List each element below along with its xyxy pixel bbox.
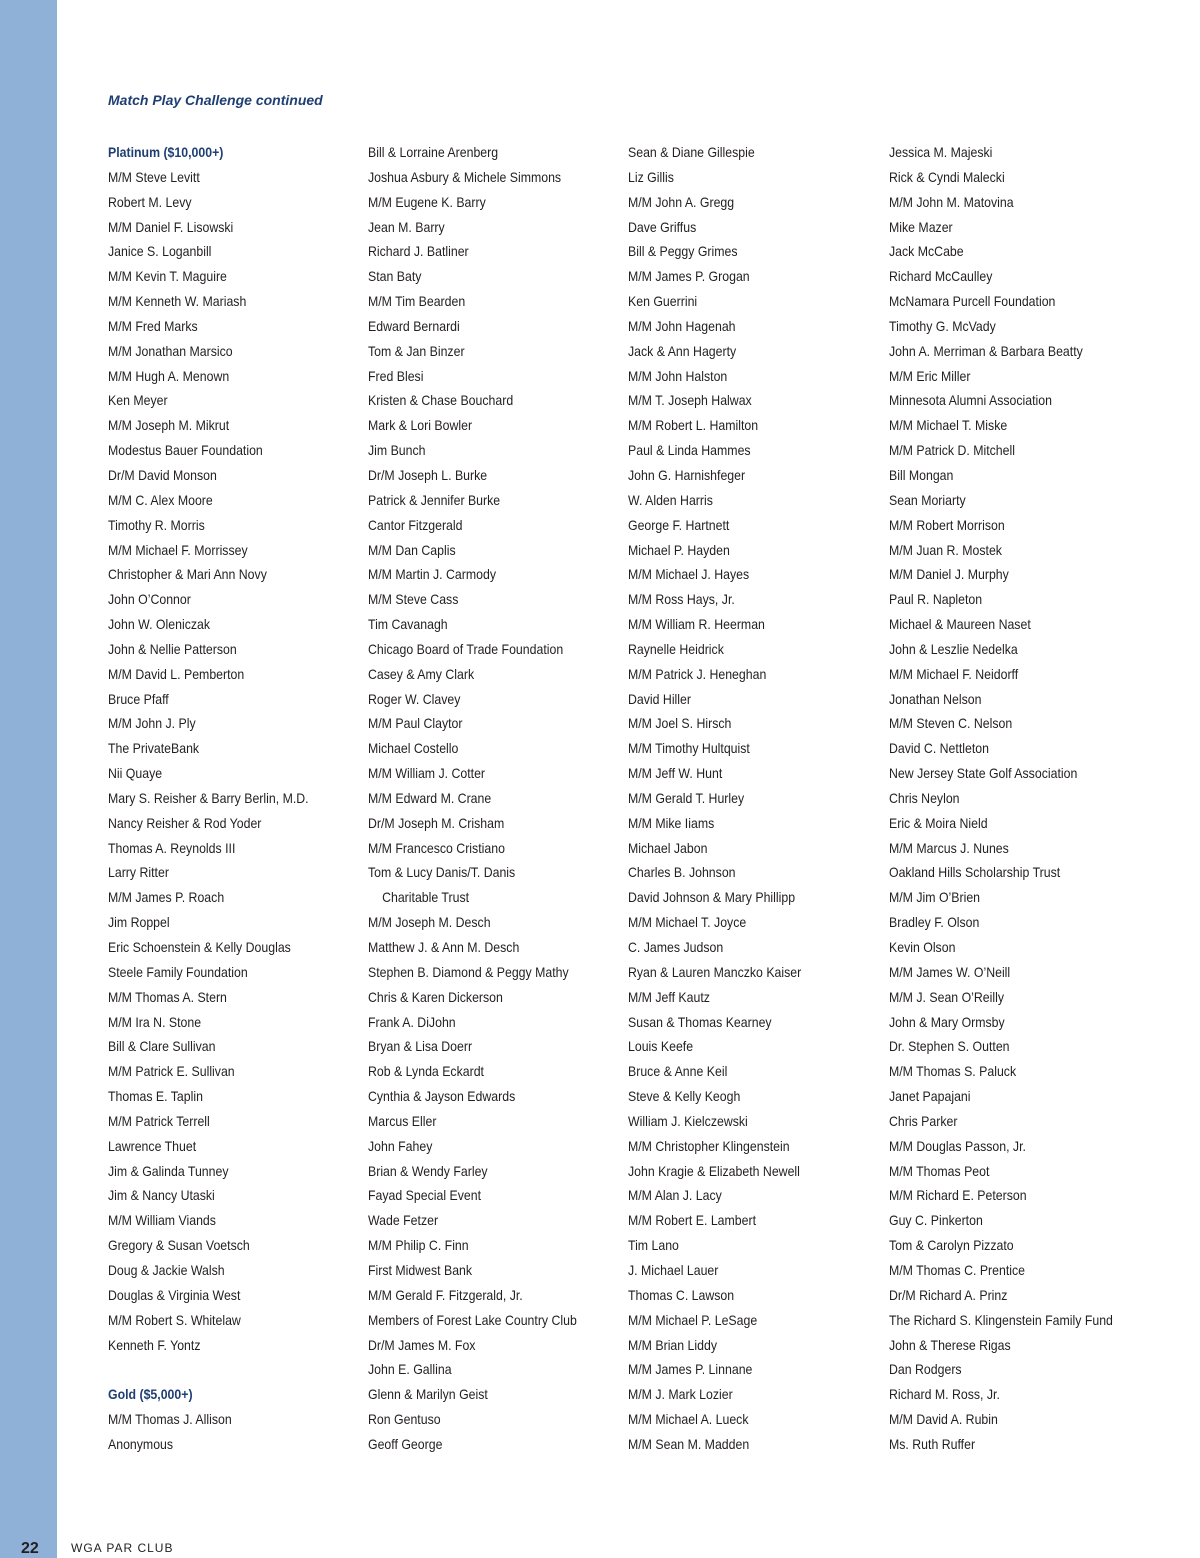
donor-name: Richard McCaulley [889,268,993,285]
donor-name: M/M Juan R. Mostek [889,541,1002,558]
donor-name: M/M Steve Cass [368,591,459,608]
donor-name: Dave Griffus [628,218,697,235]
donor-name: Charitable Trust [382,889,470,906]
donor-name: Christopher & Mari Ann Novy [108,566,267,583]
donor-name: Dr/M David Monson [108,466,217,483]
donor-name: M/M Michael F. Morrissey [108,541,248,558]
donor-name: Jim & Nancy Utaski [108,1187,215,1204]
donor-name: Brian & Wendy Farley [368,1162,488,1179]
donor-name: M/M Joel S. Hirsch [628,715,732,732]
donor-name: Tom & Jan Binzer [368,342,465,359]
donor-name: Jack & Ann Hagerty [628,342,737,359]
donor-name: Jim Bunch [368,442,426,459]
donor-name: W. Alden Harris [628,491,713,508]
donor-name: John & Leszlie Nedelka [889,640,1018,657]
donor-name: John E. Gallina [368,1361,452,1378]
donor-name: Larry Ritter [108,864,169,881]
donor-name: M/M Alan J. Lacy [628,1187,722,1204]
donor-name: Jim & Galinda Tunney [108,1162,229,1179]
donor-name: Bruce Pfaff [108,690,169,707]
donor-name: John G. Harnishfeger [628,466,746,483]
donor-column-2 [368,140,623,1457]
donor-name: Timothy R. Morris [108,516,205,533]
donor-name: Bill & Lorraine Arenberg [368,144,499,160]
donor-name: Rick & Cyndi Malecki [889,168,1005,185]
donor-name: M/M James P. Linnane [628,1361,753,1378]
donor-name: M/M Michael T. Joyce [628,914,747,931]
donor-name: Dr/M Richard A. Prinz [889,1286,1008,1303]
donor-name: Douglas & Virginia West [108,1286,241,1303]
donor-name: Ken Guerrini [628,293,698,310]
donor-name: Stephen B. Diamond & Peggy Mathy [368,963,569,980]
donor-name: M/M C. Alex Moore [108,491,213,508]
donor-name: M/M Douglas Passon, Jr. [889,1137,1026,1154]
footer-publication-title: WGA PAR CLUB [71,1541,174,1555]
donor-name: Nii Quaye [108,765,163,782]
donor-name: Steele Family Foundation [108,963,248,980]
donor-name: Mary S. Reisher & Barry Berlin, M.D. [108,789,309,806]
donor-name: Doug & Jackie Walsh [108,1261,225,1278]
donor-name: Joshua Asbury & Michele Simmons [368,168,562,185]
donor-name: M/M Thomas S. Paluck [889,1063,1017,1080]
donor-name: M/M J. Mark Lozier [628,1386,733,1403]
donor-name: Fred Blesi [368,367,424,384]
section-title: Match Play Challenge continued [108,92,323,108]
donor-name: M/M Philip C. Finn [368,1237,469,1254]
donor-name: M/M Marcus J. Nunes [889,839,1009,856]
donor-name: McNamara Purcell Foundation [889,293,1056,310]
donor-name: Michael P. Hayden [628,541,730,558]
donor-name: M/M William R. Heerman [628,616,765,633]
donor-name: Thomas A. Reynolds III [108,839,236,856]
donor-name: Modestus Bauer Foundation [108,442,263,459]
donor-name: Glenn & Marilyn Geist [368,1386,488,1403]
donor-name: Mike Mazer [889,218,953,235]
donor-name: John Kragie & Elizabeth Newell [628,1162,800,1179]
donor-column-4 [889,140,1144,1457]
donor-name: Michael & Maureen Naset [889,616,1031,633]
donor-name: M/M Thomas Peot [889,1162,990,1179]
donor-name: M/M James P. Roach [108,889,225,906]
donor-name: Stan Baty [368,268,422,285]
donor-name: Eric & Moira Nield [889,814,988,831]
donor-name: Jim Roppel [108,914,170,931]
donor-name: Marcus Eller [368,1112,437,1129]
donor-name: M/M Michael J. Hayes [628,566,750,583]
donor-name: Edward Bernardi [368,317,460,334]
donor-name: Liz Gillis [628,168,674,185]
donor-column-3 [628,140,883,1457]
donor-name: M/M Tim Bearden [368,293,466,310]
donor-name: John O’Connor [108,591,191,608]
donor-name: Kenneth F. Yontz [108,1336,201,1353]
donor-name: Kevin Olson [889,939,956,955]
donor-name: Chris & Karen Dickerson [368,988,503,1005]
donor-name: The PrivateBank [108,740,200,757]
donor-name: Chicago Board of Trade Foundation [368,640,564,657]
donor-name: Raynelle Heidrick [628,640,724,657]
donor-name: M/M Steve Levitt [108,168,200,185]
donor-name: M/M Robert S. Whitelaw [108,1311,241,1328]
donor-name: Anonymous [108,1435,174,1452]
donor-name: M/M David L. Pemberton [108,665,245,682]
donor-name: M/M Thomas C. Prentice [889,1261,1026,1278]
donor-name: M/M Jonathan Marsico [108,342,233,359]
donor-name: Michael Jabon [628,839,708,856]
donor-name: M/M Joseph M. Mikrut [108,417,230,434]
donor-name: Gregory & Susan Voetsch [108,1237,250,1254]
donor-name: M/M Thomas A. Stern [108,988,227,1005]
donor-name: M/M J. Sean O’Reilly [889,988,1005,1005]
donor-name: Jessica M. Majeski [889,144,993,160]
donor-name: M/M Eugene K. Barry [368,193,486,210]
donor-name: Tim Lano [628,1237,679,1254]
donor-name: Patrick & Jennifer Burke [368,491,501,508]
donor-name: Casey & Amy Clark [368,665,475,682]
donor-name: M/M Edward M. Crane [368,789,492,806]
donor-name: Steve & Kelly Keogh [628,1088,741,1105]
donor-name: M/M Christopher Klingenstein [628,1137,790,1154]
donor-name: M/M Mike Iiams [628,814,715,831]
donor-name: David Hiller [628,690,691,707]
donor-name: M/M Hugh A. Menown [108,367,230,384]
donor-name: M/M John M. Matovina [889,193,1014,210]
donor-name: Ken Meyer [108,392,168,409]
donor-name: John A. Merriman & Barbara Beatty [889,342,1083,359]
donor-name: Chris Neylon [889,789,960,806]
donor-name: George F. Hartnett [628,516,730,533]
donor-name: Frank A. DiJohn [368,1013,456,1030]
donor-name: Bill & Clare Sullivan [108,1038,216,1055]
donor-name: M/M James W. O’Neill [889,963,1011,980]
donor-name: M/M Paul Claytor [368,715,463,732]
donor-name: Minnesota Alumni Association [889,392,1052,409]
donor-name: Oakland Hills Scholarship Trust [889,864,1061,881]
donor-name: M/M Ira N. Stone [108,1013,202,1030]
donor-name: M/M Eric Miller [889,367,971,384]
donor-name: Timothy G. McVady [889,317,996,334]
donor-name: David Johnson & Mary Phillipp [628,889,796,906]
donor-name: Paul R. Napleton [889,591,983,608]
donor-name: M/M Martin J. Carmody [368,566,497,583]
donor-name: M/M John A. Gregg [628,193,735,210]
donor-name: Tom & Lucy Danis/T. Danis [368,864,516,881]
donor-name: Michael Costello [368,740,459,757]
donor-name: M/M Patrick D. Mitchell [889,442,1015,459]
donor-name: M/M Robert Morrison [889,516,1005,533]
donor-name: Cantor Fitzgerald [368,516,463,533]
page-number: 22 [21,1540,39,1557]
donor-name: Geoff George [368,1435,443,1452]
donor-name: M/M Gerald T. Hurley [628,789,745,806]
donor-name: Fayad Special Event [368,1187,481,1204]
donor-name: M/M Kevin T. Maguire [108,268,227,285]
donor-name: M/M Michael P. LeSage [628,1311,758,1328]
giving-level-heading: Platinum ($10,000+) [108,144,224,160]
list-spacer [108,1357,363,1382]
giving-level-heading: Gold ($5,000+) [108,1386,193,1403]
donor-name: John W. Oleniczak [108,616,211,633]
donor-name: J. Michael Lauer [628,1261,719,1278]
donor-name: M/M Dan Caplis [368,541,456,558]
donor-name: M/M Steven C. Nelson [889,715,1013,732]
donor-name: Tom & Carolyn Pizzato [889,1237,1014,1254]
donor-name: John & Nellie Patterson [108,640,237,657]
donor-name: Bryan & Lisa Doerr [368,1038,473,1055]
donor-name: M/M Francesco Cristiano [368,839,505,856]
donor-name: M/M Kenneth W. Mariash [108,293,247,310]
donor-name: Eric Schoenstein & Kelly Douglas [108,939,291,955]
donor-name: Jonathan Nelson [889,690,982,707]
donor-name: M/M Gerald F. Fitzgerald, Jr. [368,1286,523,1303]
donor-name: John & Therese Rigas [889,1336,1011,1353]
donor-name: C. James Judson [628,939,724,955]
donor-name: M/M John Halston [628,367,728,384]
donor-name: Robert M. Levy [108,193,192,210]
side-color-band [0,0,57,1558]
donor-name: Charles B. Johnson [628,864,736,881]
donor-name: Janice S. Loganbill [108,243,212,260]
donor-name: M/M Richard E. Peterson [889,1187,1027,1204]
donor-name: M/M Jim O’Brien [889,889,981,906]
donor-name: M/M Daniel F. Lisowski [108,218,234,235]
donor-name: M/M T. Joseph Halwax [628,392,752,409]
donor-name: M/M Ross Hays, Jr. [628,591,735,608]
donor-name: Wade Fetzer [368,1212,439,1229]
donor-name: Matthew J. & Ann M. Desch [368,939,520,955]
donor-name: M/M Patrick E. Sullivan [108,1063,235,1080]
donor-name: M/M Joseph M. Desch [368,914,491,931]
donor-name: Ms. Ruth Ruffer [889,1435,976,1452]
donor-name: Lawrence Thuet [108,1137,197,1154]
donor-name: M/M David A. Rubin [889,1411,998,1428]
donor-name: M/M Jeff W. Hunt [628,765,723,782]
donor-name: John & Mary Ormsby [889,1013,1005,1030]
donor-name: Dr/M Joseph M. Crisham [368,814,505,831]
donor-name: M/M Robert E. Lambert [628,1212,757,1229]
donor-name: Dr. Stephen S. Outten [889,1038,1010,1055]
donor-name: Thomas E. Taplin [108,1088,203,1105]
donor-name: Richard J. Batliner [368,243,469,260]
donor-name: M/M John Hagenah [628,317,736,334]
donor-name: M/M Michael T. Miske [889,417,1008,434]
donor-name: New Jersey State Golf Association [889,765,1078,782]
donor-name: M/M Fred Marks [108,317,198,334]
donor-name: The Richard S. Klingenstein Family Fund [889,1311,1113,1328]
donor-name: John Fahey [368,1137,433,1154]
donor-name: M/M John J. Ply [108,715,196,732]
donor-name: M/M Robert L. Hamilton [628,417,759,434]
donor-name: M/M Brian Liddy [628,1336,718,1353]
donor-name: M/M Patrick Terrell [108,1112,210,1129]
donor-name: David C. Nettleton [889,740,989,757]
donor-name: Roger W. Clavey [368,690,461,707]
donor-name: Bradley F. Olson [889,914,980,931]
donor-name: Dr/M Joseph L. Burke [368,466,488,483]
donor-name: M/M Sean M. Madden [628,1435,750,1452]
donor-name: Rob & Lynda Eckardt [368,1063,484,1080]
donor-name: Dan Rodgers [889,1361,962,1378]
donor-name: Richard M. Ross, Jr. [889,1386,1000,1403]
donor-name: Susan & Thomas Kearney [628,1013,772,1030]
donor-name: Sean & Diane Gillespie [628,144,755,160]
donor-name: Jack McCabe [889,243,964,260]
donor-name: Mark & Lori Bowler [368,417,473,434]
donor-name: Members of Forest Lake Country Club [368,1311,577,1328]
donor-name: Kristen & Chase Bouchard [368,392,514,409]
donor-name: M/M William J. Cotter [368,765,486,782]
donor-name: Bill & Peggy Grimes [628,243,738,260]
donor-name: M/M James P. Grogan [628,268,750,285]
donor-name: Paul & Linda Hammes [628,442,751,459]
donor-name: Ron Gentuso [368,1411,441,1428]
donor-name: Bill Mongan [889,466,954,483]
donor-name: Jean M. Barry [368,218,445,235]
donor-name: First Midwest Bank [368,1261,473,1278]
donor-name: M/M Timothy Hultquist [628,740,750,757]
donor-name: Dr/M James M. Fox [368,1336,476,1353]
donor-name: Louis Keefe [628,1038,694,1055]
donor-name: Ryan & Lauren Manczko Kaiser [628,963,802,980]
donor-name: M/M Patrick J. Heneghan [628,665,767,682]
donor-name: William J. Kielczewski [628,1112,748,1129]
donor-name: Nancy Reisher & Rod Yoder [108,814,262,831]
donor-name: Janet Papajani [889,1088,971,1105]
donor-name: Sean Moriarty [889,491,966,508]
donor-name: M/M Michael A. Lueck [628,1411,749,1428]
donor-name: Chris Parker [889,1112,958,1129]
donor-name: M/M Thomas J. Allison [108,1411,232,1428]
donor-name: M/M William Viands [108,1212,216,1229]
donor-name: Cynthia & Jayson Edwards [368,1088,516,1105]
donor-name: Tim Cavanagh [368,616,448,633]
donor-name: M/M Jeff Kautz [628,988,710,1005]
donor-name: Thomas C. Lawson [628,1286,735,1303]
donor-name: Guy C. Pinkerton [889,1212,983,1229]
donor-name: Bruce & Anne Keil [628,1063,728,1080]
donor-column-1 [108,140,363,1457]
donor-name: M/M Daniel J. Murphy [889,566,1009,583]
donor-name: M/M Michael F. Neidorff [889,665,1019,682]
